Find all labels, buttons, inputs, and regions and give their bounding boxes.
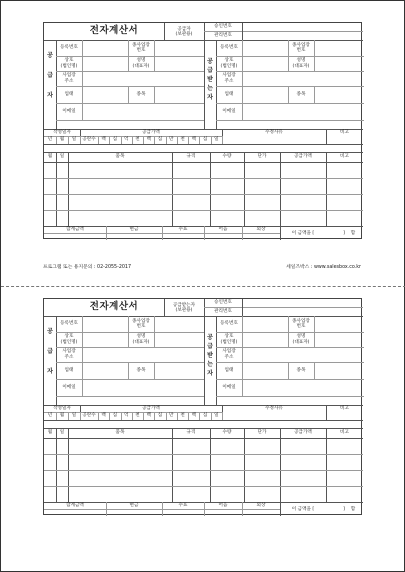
supplier-side-label: 자 [47,92,53,99]
date-unit-label: 일 [71,413,77,419]
grid-line [204,316,205,405]
receiver-email-field[interactable] [243,103,363,120]
items-header-2: 품목 [115,430,125,436]
grid-line [44,233,280,234]
receiver-company-field[interactable] [243,56,287,71]
receiver-company-label: 상호 (법인명) [220,334,238,345]
amend-reason-header: 수정사유 [265,405,283,411]
supplier-side-label: 공 [47,328,53,335]
receiver-address-field[interactable] [243,347,363,362]
table-row[interactable] [44,194,363,210]
digit-unit-label: 백 [101,137,106,143]
invoice-form-receiver-copy [43,298,362,515]
receiver-biz-item-field[interactable] [315,86,363,103]
issue-date-header: 작성일자 [53,405,71,411]
receiver-ceo-field[interactable] [315,332,363,347]
supplier-reg-no-label: 등록번호 [60,45,78,51]
receiver-ceo-label: 성명 (대표자) [292,334,310,345]
claim-suffix: 함 [350,231,356,237]
totals-label-0: 합계금액 [66,226,84,232]
supplier-email-field[interactable] [83,103,203,120]
supplier-biz-item-field[interactable] [155,86,203,103]
receiver-branch-no-field[interactable] [315,316,363,332]
receiver-biz-type-field[interactable] [243,362,287,379]
date-unit-label: 공란수 [82,413,96,419]
totals-label-4: 외상 [256,226,266,232]
form-title: 전자계산서 [89,300,139,312]
approval-number-field[interactable] [244,23,362,31]
table-row[interactable] [44,454,363,470]
totals-label-1: 현금 [129,226,139,232]
invoice-form-supplier-copy [43,22,362,239]
supply-amount-header: 공급가액 [142,405,160,411]
receiver-side-label: 공 [207,334,213,341]
digit-unit-label: 만 [169,137,174,143]
grid-line [204,40,205,129]
grid-line [216,120,364,121]
digit-unit-label: 십 [112,413,118,419]
receiver-side-label: 받 [207,76,213,83]
claim-bracket: ] [343,231,345,237]
digit-unit-label: 천 [135,137,140,143]
supplier-side-label: 급 [47,348,53,355]
claim-type-field[interactable] [322,506,342,514]
grid-line [222,412,223,420]
digit-unit-label: 천 [180,137,185,143]
grid-line [242,23,243,40]
footer-contact: 프로그램 또는 용지문의 : 02-2055-2017 [43,265,132,270]
items-header-2: 품목 [115,154,125,160]
table-row[interactable] [44,438,363,454]
amend-reason-header: 수정사유 [265,129,283,135]
totals-label-3: 어음 [218,502,228,508]
supplier-branch-no-field[interactable] [155,40,203,56]
receiver-reg-no-label: 등록번호 [220,45,238,51]
digit-unit-label: 백 [101,413,106,419]
receiver-branch-no-label: 종사업장 번호 [292,318,310,329]
manage-number-label: 관리번호 [214,308,232,314]
totals-label-4: 외상 [256,502,266,508]
receiver-company-label: 상호 (법인명) [220,58,238,69]
receiver-side-label: 는 [207,361,213,368]
receiver-reg-no-field[interactable] [243,40,287,56]
copy-role-label: 공급받는자 (보관용) [172,302,196,313]
receiver-biz-type-label: 업태 [224,367,234,373]
grid-line [56,120,204,121]
supplier-reg-no-label: 등록번호 [60,321,78,327]
cut-line [1,286,405,287]
items-header-0: 월 [47,430,53,436]
grid-line [280,502,281,516]
receiver-address-label: 사업장 주소 [222,73,236,84]
date-unit-label: 년 [47,137,53,143]
table-row[interactable] [44,178,363,194]
receiver-ceo-field[interactable] [315,56,363,71]
items-header-4: 수량 [222,154,232,160]
receiver-side-label: 공 [207,58,213,65]
supplier-biz-item-label: 종목 [136,367,146,373]
digit-unit-label: 십 [202,137,208,143]
items-header-6: 공급가액 [294,154,312,160]
grid-line [44,509,280,510]
footer-website: 세일즈박스 : www.salesbox.co.kr [286,265,361,270]
approval-number-field[interactable] [244,299,362,307]
receiver-address-label: 사업장 주소 [222,349,236,360]
issue-date-header: 작성일자 [53,129,71,135]
receiver-email-label: 이메일 [222,384,236,390]
receiver-address-field[interactable] [243,71,363,86]
receiver-side-label: 급 [207,343,213,350]
grid-line [280,226,281,240]
digit-unit-label: 일 [214,413,219,419]
digit-unit-label: 백 [191,413,197,419]
items-header-3: 규격 [186,154,196,160]
date-unit-label: 일 [71,137,77,143]
digit-unit-label: 십 [112,137,118,143]
amount-value-row[interactable] [44,144,363,152]
supplier-reg-no-field[interactable] [83,316,127,332]
supplier-branch-no-label: 종사업장 번호 [132,42,150,53]
totals-label-1: 현금 [129,502,139,508]
supplier-company-label: 상호 (법인명) [60,334,78,345]
totals-label-3: 어음 [218,226,228,232]
supplier-address-label: 사업장 주소 [62,349,76,360]
date-unit-label: 월 [59,137,65,143]
digit-unit-label: 억 [123,137,129,143]
supplier-address-field[interactable] [83,347,203,362]
items-header-1: 일 [59,154,65,160]
digit-unit-label: 백 [191,137,197,143]
items-header-0: 월 [47,154,53,160]
receiver-biz-type-label: 업태 [224,91,234,97]
digit-unit-label: 백 [146,413,151,419]
grid-line [242,299,243,316]
digit-unit-label: 백 [146,137,151,143]
digit-unit-label: 천 [135,413,140,419]
grid-line [56,396,204,397]
items-header-3: 규격 [186,430,196,436]
receiver-biz-item-label: 종목 [296,91,306,97]
digit-unit-label: 일 [214,137,219,143]
receiver-ceo-label: 성명 (대표자) [292,58,310,69]
receiver-branch-no-field[interactable] [315,40,363,56]
table-row[interactable] [44,210,363,226]
supplier-address-label: 사업장 주소 [62,73,76,84]
date-unit-label: 월 [59,413,65,419]
items-header-7: 비고 [340,430,349,436]
date-unit-label: 공란수 [82,137,96,143]
supplier-biz-type-field[interactable] [83,86,127,103]
supplier-email-field[interactable] [83,379,203,396]
note-header: 비고 [340,405,349,411]
supplier-address-field[interactable] [83,71,203,86]
supplier-branch-no-field[interactable] [155,316,203,332]
supplier-company-field[interactable] [83,56,127,71]
items-header-6: 공급가액 [294,430,312,436]
receiver-branch-no-label: 종사업장 번호 [292,42,310,53]
digit-unit-label: 만 [169,413,174,419]
receiver-side-label: 받 [207,352,213,359]
supplier-company-label: 상호 (법인명) [60,58,78,69]
receiver-side-label: 급 [207,67,213,74]
digit-unit-label: 십 [157,137,163,143]
items-header-5: 단가 [257,430,267,436]
claim-bracket: ] [343,507,345,513]
supplier-side-label: 자 [47,368,53,375]
receiver-biz-item-field[interactable] [315,362,363,379]
supplier-ceo-field[interactable] [155,332,203,347]
items-header-7: 비고 [340,154,349,160]
receiver-email-label: 이메일 [222,108,236,114]
approval-number-label: 승인번호 [214,24,232,30]
supplier-biz-item-field[interactable] [155,362,203,379]
supplier-ceo-field[interactable] [155,56,203,71]
claim-prefix: 이 금액을 [ [291,231,315,237]
supplier-biz-item-label: 종목 [136,91,146,97]
digit-unit-label: 십 [202,413,208,419]
supplier-side-label: 급 [47,72,53,79]
form-title: 전자계산서 [89,24,139,36]
supply-amount-header: 공급가액 [142,129,160,135]
supplier-email-label: 이메일 [62,108,76,114]
supplier-email-label: 이메일 [62,384,76,390]
receiver-side-label: 자 [207,94,213,101]
supplier-biz-type-label: 업태 [64,91,74,97]
totals-label-2: 수표 [178,226,188,232]
supplier-company-field[interactable] [83,332,127,347]
receiver-side-label: 자 [207,370,213,377]
supplier-ceo-label: 성명 (대표자) [132,334,150,345]
supplier-reg-no-field[interactable] [83,40,127,56]
receiver-side-label: 는 [207,85,213,92]
amount-value-row[interactable] [44,420,363,428]
receiver-biz-item-label: 종목 [296,367,306,373]
claim-suffix: 함 [350,507,356,513]
receiver-biz-type-field[interactable] [243,86,287,103]
receiver-reg-no-field[interactable] [243,316,287,332]
digit-unit-label: 십 [157,413,163,419]
supplier-side-label: 공 [47,52,53,59]
digit-unit-label: 천 [180,413,185,419]
supplier-ceo-label: 성명 (대표자) [132,58,150,69]
grid-line [222,136,223,144]
receiver-email-field[interactable] [243,379,363,396]
manage-number-label: 관리번호 [214,32,232,38]
table-row[interactable] [44,470,363,486]
receiver-reg-no-label: 등록번호 [220,321,238,327]
receiver-company-field[interactable] [243,332,287,347]
supplier-biz-type-field[interactable] [83,362,127,379]
manage-number-field[interactable] [244,31,362,40]
table-row[interactable] [44,486,363,502]
digit-unit-label: 억 [123,413,129,419]
table-row[interactable] [44,162,363,178]
supplier-biz-type-label: 업태 [64,367,74,373]
items-header-4: 수량 [222,430,232,436]
date-unit-label: 년 [47,413,53,419]
approval-number-label: 승인번호 [214,300,232,306]
items-header-1: 일 [59,430,65,436]
note-header: 비고 [340,129,349,135]
manage-number-field[interactable] [244,307,362,316]
totals-label-2: 수표 [178,502,188,508]
grid-line [216,396,364,397]
supplier-branch-no-label: 종사업장 번호 [132,318,150,329]
copy-role-label: 공급자 (보관용) [175,26,193,37]
claim-prefix: 이 금액을 [ [291,507,315,513]
totals-label-0: 합계금액 [66,502,84,508]
claim-type-field[interactable] [322,230,342,238]
items-header-5: 단가 [257,154,267,160]
